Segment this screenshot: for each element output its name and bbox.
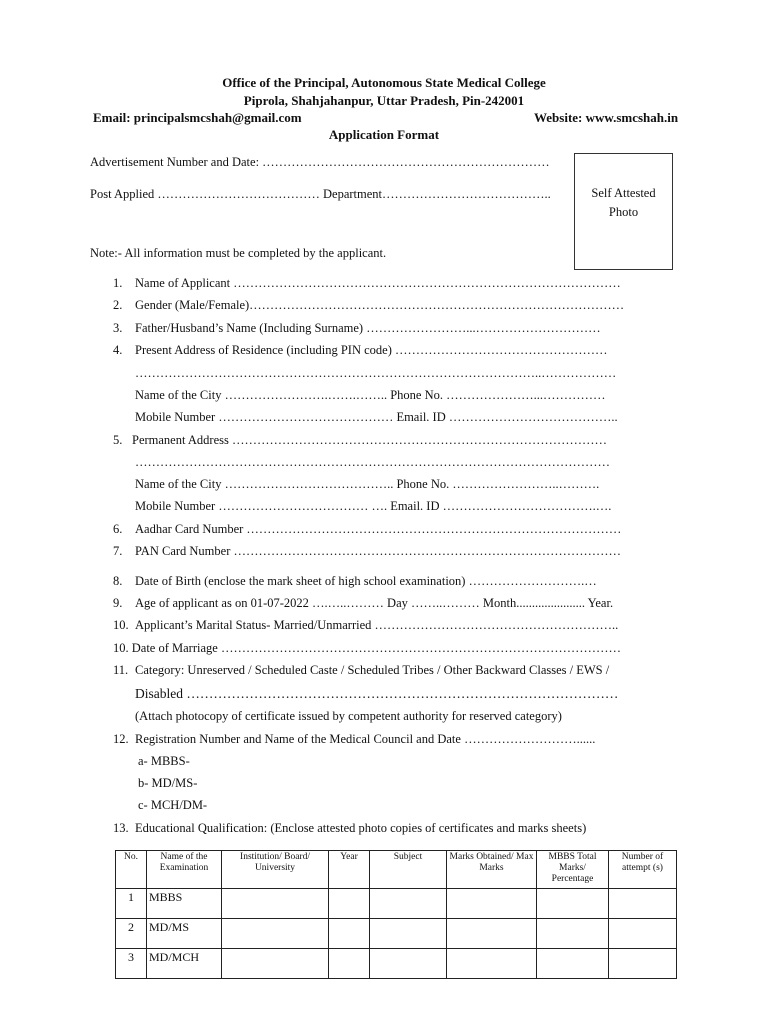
college-website: Website: www.smcshah.in [534,110,679,125]
item-number: 11. [113,663,129,677]
empty-cell [537,949,609,979]
pan-number-field: PAN Card Number ………………………………………………………………………………… [135,544,621,558]
table-header-row [116,851,677,889]
date-of-birth-field: Date of Birth (enclose the mark sheet of high school examination) ……………………….… [135,574,597,588]
permanent-city-phone-field: Name of the City ………………………………….. Phone No. ……………………..………. [135,477,600,491]
empty-cell [447,919,537,949]
item-number: 6. [113,522,123,536]
photo-box [574,153,673,270]
exam-name: MBBS [147,889,222,919]
empty-cell [329,889,370,919]
age-field: Age of applicant as on 01-07-2022 ….…..……… Day ……..……… Month...................... Year. [135,596,614,610]
empty-cell [222,919,329,949]
empty-cell [329,919,370,949]
row-number: 3 [116,949,147,979]
college-office-line: Office of the Principal, Autonomous State Medical College [222,75,546,90]
item-number: 13. [113,821,129,835]
column-header: No. [116,851,147,889]
column-header: Year [329,851,370,889]
empty-cell [447,889,537,919]
college-address-line: Piprola, Shahjahanpur, Uttar Pradesh, Pin-242001 [243,93,525,108]
empty-cell [537,889,609,919]
empty-cell [447,949,537,979]
item-number: 10. [113,618,129,632]
item-number: 12. [113,732,129,746]
marital-status-field: Applicant’s Marital Status- Married/Unmarried ………………………………………………….. [135,618,619,632]
row-number: 1 [116,889,147,919]
present-address-field: Present Address of Residence (including PIN code) …………………………………………… [135,343,608,357]
photo-box-line1: Self Attested [591,186,656,200]
item-number: 8. [113,574,123,588]
empty-cell [537,919,609,949]
photo-box-line2: Photo [608,205,639,219]
permanent-address-continuation: …………………………………………………………………………………………………… [135,455,610,469]
column-header: Institution/ Board/ University [222,851,329,889]
note-text: Note:- All information must be completed by the applicant. [90,246,387,260]
father-husband-name-field: Father/Husband’s Name (Including Surname) ……………………...………………………… [135,321,601,335]
exam-name: MD/MCH [147,949,222,979]
present-address-continuation: ……………………………………………………………………………………..……………… [135,366,617,380]
item-number: 2. [113,298,123,312]
date-of-marriage-field: 10. Date of Marriage …………………………………………………………………………………… [113,641,621,655]
registration-md-ms: b- MD/MS- [138,776,198,790]
empty-cell [609,919,677,949]
disabled-field: Disabled …………………………………………………………………………………… [135,686,619,701]
item-number: 1. [113,276,123,290]
empty-cell [370,919,447,949]
educational-qualification-heading: Educational Qualification: (Enclose attested photo copies of certificates and marks sheets) [135,821,587,835]
present-mobile-email-field: Mobile Number …………………………………… Email. ID ………………………………….. [135,410,618,424]
column-header: MBBS Total Marks/ Percentage [537,851,609,889]
table-row [116,949,677,979]
column-header: Marks Obtained/ Max Marks [447,851,537,889]
table-row [116,919,677,949]
advertisement-field: Advertisement Number and Date: …………………………………………………………… [90,155,550,169]
category-certificate-note: (Attach photocopy of certificate issued by competent authority for reserved category) [135,709,562,723]
registration-mbbs: a- MBBS- [138,754,190,768]
row-number: 2 [116,919,147,949]
present-city-phone-field: Name of the City …………………….…….…….. Phone No. …………………...…………… [135,388,606,402]
category-field: Category: Unreserved / Scheduled Caste / Scheduled Tribes / Other Backward Classes / EWS / [135,663,610,677]
gender-field: Gender (Male/Female)……………………………………………………………………………… [135,298,625,312]
column-header: Number of attempt (s) [609,851,677,889]
column-header: Name of the Examination [147,851,222,889]
column-header: Subject [370,851,447,889]
qualification-table [115,850,677,979]
exam-name: MD/MS [147,919,222,949]
empty-cell [222,889,329,919]
empty-cell [370,949,447,979]
item-number: 5. [113,433,123,447]
empty-cell [609,949,677,979]
item-number: 9. [113,596,123,610]
college-email: Email: principalsmcshah@gmail.com [93,110,302,125]
registration-mch-dm: c- MCH/DM- [138,798,208,812]
item-number: 3. [113,321,123,335]
empty-cell [329,949,370,979]
empty-cell [222,949,329,979]
applicant-name-field: Name of Applicant ………………………………………………………………………………… [135,276,621,290]
item-number: 7. [113,544,123,558]
post-department-field: Post Applied ………………………………… Department………………………………….. [90,187,551,201]
registration-number-field: Registration Number and Name of the Medical Council and Date ………………………...... [135,732,596,746]
permanent-address-field: Permanent Address ……………………………………………………………………………… [132,433,607,447]
empty-cell [609,889,677,919]
aadhar-number-field: Aadhar Card Number ……………………………………………………………………………… [135,522,622,536]
table-row [116,889,677,919]
form-title: Application Format [328,127,440,142]
permanent-mobile-email-field: Mobile Number ……………………………… …. Email. ID ……………………………….…. [135,499,612,513]
item-number: 4. [113,343,123,357]
empty-cell [370,889,447,919]
